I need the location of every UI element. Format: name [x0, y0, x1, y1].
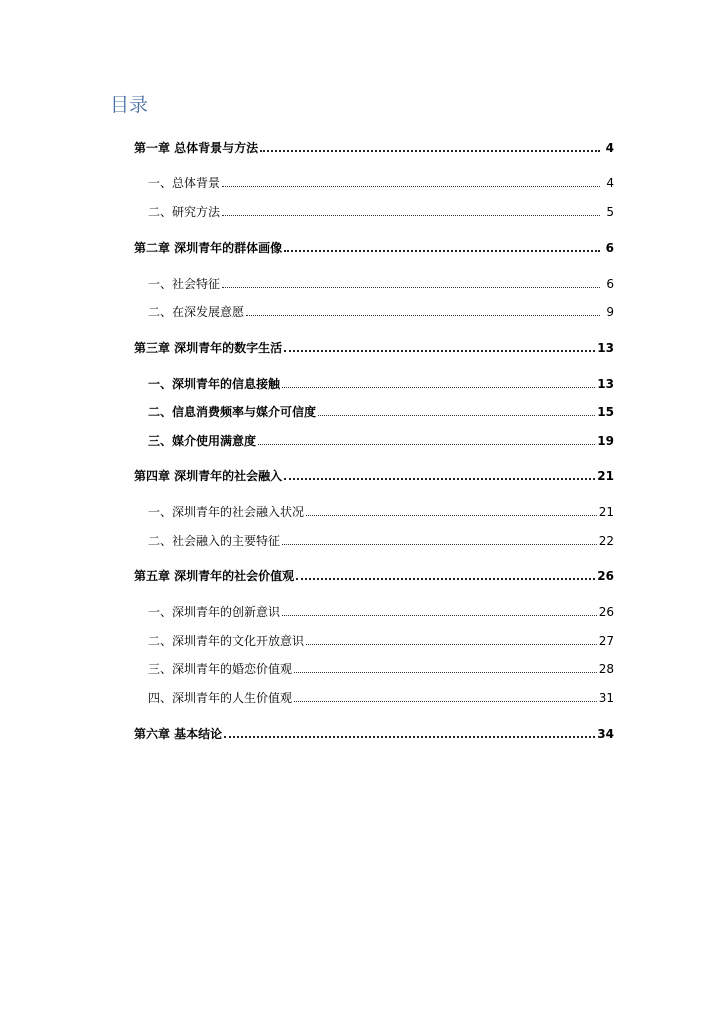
toc-chapter-2[interactable] [134, 238, 614, 256]
toc-entry-page: 4 [606, 176, 614, 190]
toc-entry-label: 二、研究方法 [148, 205, 221, 219]
toc-entry-label: 第六章 基本结论 [134, 727, 223, 741]
toc-section-3-3[interactable] [134, 431, 614, 449]
dot-leader [258, 444, 595, 445]
dot-leader [284, 350, 595, 352]
dot-leader [246, 315, 600, 316]
toc-section-5-3[interactable] [134, 659, 614, 677]
toc-entry-label: 一、深圳青年的创新意识 [148, 605, 281, 619]
toc-entry-label: 三、媒介使用满意度 [148, 434, 257, 448]
dot-leader [284, 250, 600, 252]
toc-chapter-4[interactable] [134, 466, 614, 484]
toc-entry-page: 15 [597, 405, 614, 419]
dot-leader [318, 415, 595, 416]
toc-chapter-5[interactable] [134, 566, 614, 584]
dot-leader [260, 150, 600, 152]
toc-entry-label: 一、深圳青年的信息接触 [148, 377, 281, 391]
toc-entry-label: 一、深圳青年的社会融入状况 [148, 505, 305, 519]
toc-entry-page: 26 [597, 569, 614, 583]
toc-section-1-2[interactable] [134, 202, 614, 220]
dot-leader [224, 736, 595, 738]
toc-entry-page: 9 [606, 305, 614, 319]
toc-section-5-4[interactable] [134, 688, 614, 706]
toc-entry-page: 19 [597, 434, 614, 448]
toc-entry-label: 二、信息消费频率与媒介可信度 [148, 405, 317, 419]
dot-leader [282, 387, 595, 388]
toc-entry-page: 21 [598, 505, 614, 519]
toc-entry-label: 二、在深发展意愿 [148, 305, 245, 319]
dot-leader [306, 644, 597, 645]
toc-section-5-1[interactable] [134, 602, 614, 620]
toc-entry-page: 28 [598, 662, 614, 676]
dot-leader [284, 478, 595, 480]
dot-leader [294, 701, 597, 702]
toc-chapter-1[interactable] [134, 138, 614, 156]
dot-leader [222, 186, 600, 187]
toc-section-4-2[interactable] [134, 531, 614, 549]
toc-section-3-2[interactable] [134, 402, 614, 420]
toc-section-2-1[interactable] [134, 274, 614, 292]
dot-leader [222, 215, 600, 216]
toc-entry-page: 13 [597, 377, 614, 391]
dot-leader [222, 287, 600, 288]
toc-entry-page: 34 [597, 727, 614, 741]
toc-entry-label: 一、总体背景 [148, 176, 221, 190]
toc-entry-label: 第五章 深圳青年的社会价值观 [134, 569, 295, 583]
toc-entry-page: 6 [606, 277, 614, 291]
toc-entry-label: 第三章 深圳青年的数字生活 [134, 341, 283, 355]
toc-entry-label: 三、深圳青年的婚恋价值观 [148, 662, 293, 676]
toc-entry-label: 二、社会融入的主要特征 [148, 534, 281, 548]
toc-entry-label: 一、社会特征 [148, 277, 221, 291]
toc-section-2-2[interactable] [134, 302, 614, 320]
toc-entry-page: 13 [597, 341, 614, 355]
toc-chapter-3[interactable] [134, 338, 614, 356]
toc-entry-page: 4 [605, 141, 614, 155]
dot-leader [282, 544, 597, 545]
dot-leader [294, 672, 597, 673]
toc-entry-page: 31 [598, 691, 614, 705]
toc-entry-label: 第一章 总体背景与方法 [134, 141, 259, 155]
dot-leader [306, 515, 597, 516]
toc-entry-page: 5 [606, 205, 614, 219]
toc-entry-label: 四、深圳青年的人生价值观 [148, 691, 293, 705]
toc-title: 目录 [110, 94, 149, 116]
dot-leader [282, 615, 597, 616]
toc-entry-page: 21 [597, 469, 614, 483]
toc-entry-label: 第二章 深圳青年的群体画像 [134, 241, 283, 255]
toc-entry-page: 26 [598, 605, 614, 619]
toc-section-4-1[interactable] [134, 502, 614, 520]
toc-entry-page: 6 [605, 241, 614, 255]
toc-section-3-1[interactable] [134, 374, 614, 392]
toc-section-1-1[interactable] [134, 173, 614, 191]
toc-entry-label: 第四章 深圳青年的社会融入 [134, 469, 283, 483]
toc-chapter-6[interactable] [134, 724, 614, 742]
toc-entry-page: 22 [598, 534, 614, 548]
toc-section-5-2[interactable] [134, 631, 614, 649]
toc-entry-label: 二、深圳青年的文化开放意识 [148, 634, 305, 648]
toc-entry-page: 27 [598, 634, 614, 648]
dot-leader [296, 578, 595, 580]
